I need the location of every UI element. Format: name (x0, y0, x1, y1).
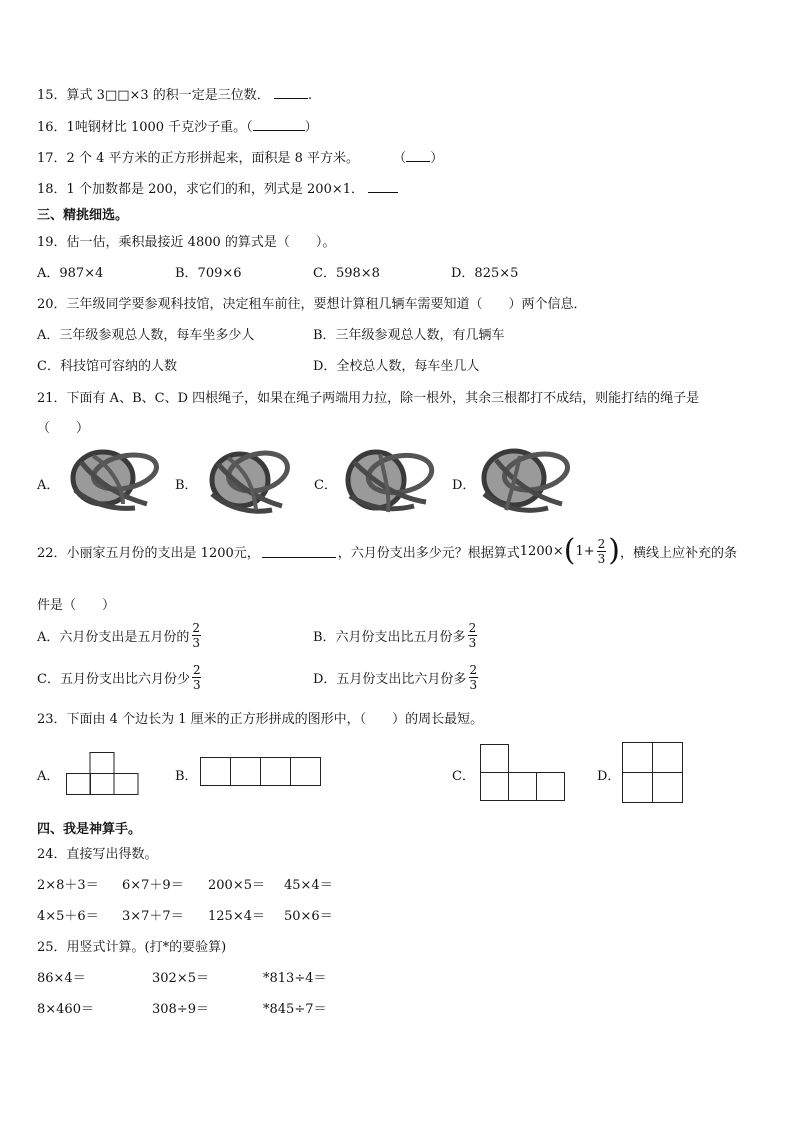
option-b-label[interactable]: B． (175, 478, 198, 493)
option-b[interactable] (313, 622, 479, 649)
calc-item: 45×4＝ (284, 878, 333, 893)
fraction-numerator: 2 (469, 663, 478, 677)
fraction-numerator: 2 (192, 663, 201, 677)
fraction-numerator: 2 (192, 621, 201, 635)
answer-blank[interactable] (368, 180, 398, 193)
calc-item: 302×5＝ (152, 971, 209, 986)
rope-c-image[interactable] (340, 444, 436, 518)
fraction (191, 622, 201, 649)
question-24-stem: 24．直接写出得数。 (37, 847, 158, 862)
calc-item: 6×7＋9＝ (122, 878, 184, 893)
calc-item: 50×6＝ (284, 909, 333, 924)
question-15-tail: . (307, 88, 313, 103)
question-22-stem-c: ，横线上应补充的条 (620, 545, 738, 561)
option-d-label[interactable]: D． (452, 478, 476, 493)
question-15 (37, 84, 312, 103)
option-d-label[interactable]: D． (597, 769, 621, 784)
question-21-stem: 21．下面有 A、B、C、D 四根绳子，如果在绳子两端用力拉，除一根外，其余三根都打不成结，则能打结的绳子是 (37, 391, 700, 406)
calc-item: 2×8＋3＝ (37, 878, 99, 893)
option-a-text: A．六月份支出是五月份的 (37, 630, 190, 645)
formula-part: 1+ (575, 543, 595, 559)
calc-item: *845÷7＝ (263, 1002, 327, 1017)
option-c[interactable]: C．科技馆可容纳的人数 (37, 359, 177, 374)
answer-blank[interactable] (274, 86, 308, 99)
fraction-numerator: 2 (468, 621, 477, 635)
paren-close: ） (430, 151, 444, 166)
question-15-text: 15．算式 3□□×3 的积一定是三位数． (37, 88, 270, 103)
paren-open: （ (393, 151, 407, 166)
fraction-numerator: 2 (597, 536, 606, 551)
question-16-tail: ） (304, 120, 318, 135)
paren-right: ) (608, 533, 621, 568)
option-c[interactable]: C．598×8 (313, 266, 380, 281)
answer-blank[interactable] (406, 149, 430, 162)
question-16-text: 16．1吨钢材比 1000 千克沙子重。（ (37, 120, 253, 135)
fraction (468, 664, 478, 691)
fraction-denominator: 3 (192, 636, 201, 650)
calc-item: *813÷4＝ (263, 971, 327, 986)
rope-b-image[interactable] (202, 444, 292, 518)
question-22-stem-d: 件是（ ） (37, 598, 116, 613)
rope-a-image[interactable] (63, 444, 161, 518)
fraction (192, 664, 202, 691)
option-c-label[interactable]: C． (452, 769, 475, 784)
option-b-label[interactable]: B． (175, 769, 198, 784)
fraction-denominator: 3 (597, 551, 606, 566)
question-25-stem: 25．用竖式计算。(打*的要验算) (37, 940, 227, 955)
option-b[interactable]: B．709×6 (175, 266, 242, 281)
question-17 (37, 147, 443, 166)
question-22-stem (37, 533, 738, 568)
question-22-stem-b: ，六月份支出多少元？根据算式 (337, 545, 520, 561)
option-a-label[interactable]: A． (37, 769, 60, 784)
calc-item: 200×5＝ (208, 878, 265, 893)
option-a-label[interactable]: A． (37, 478, 60, 493)
calc-item: 4×5＋6＝ (37, 909, 99, 924)
paren-left: ( (563, 533, 576, 568)
calc-item: 125×4＝ (208, 909, 265, 924)
fraction-denominator: 3 (192, 678, 201, 692)
fraction (468, 622, 478, 649)
option-b-text: B．六月份支出比五月份多 (313, 630, 466, 645)
option-c-label[interactable]: C． (314, 478, 337, 493)
calc-item: 86×4＝ (37, 971, 86, 986)
fraction-denominator: 3 (468, 636, 477, 650)
shape-a-figure[interactable] (66, 752, 140, 796)
calc-item: 308÷9＝ (152, 1002, 209, 1017)
option-b[interactable]: B．三年级参观总人数，有几辆车 (313, 328, 505, 343)
option-d[interactable]: D．825×5 (451, 266, 519, 281)
formula-part: 1200× (519, 543, 564, 559)
option-d-text: D．五月份支出比六月份多 (313, 672, 467, 687)
question-22-stem-a: 22．小丽家五月份的支出是 1200元， (37, 545, 260, 561)
question-19-stem: 19．估一估，乘积最接近 4800 的算式是（ ）。 (37, 235, 336, 250)
shape-d-figure[interactable] (622, 742, 684, 804)
calc-item: 8×460＝ (37, 1002, 94, 1017)
option-c-text: C．五月份支出比六月份少 (37, 672, 190, 687)
answer-blank[interactable] (262, 545, 336, 558)
answer-paren: （ ） (37, 421, 90, 436)
rope-d-image[interactable] (476, 444, 572, 518)
answer-blank[interactable] (253, 118, 305, 131)
option-d[interactable] (313, 664, 480, 691)
option-c[interactable] (37, 664, 204, 691)
question-18-text: 18．1 个加数都是 200，求它们的和，列式是 200×1． (37, 182, 364, 197)
option-a[interactable]: A．987×4 (37, 266, 104, 281)
fraction-denominator: 3 (469, 678, 478, 692)
question-23-stem: 23．下面由 4 个边长为 1 厘米的正方形拼成的图形中，（ ）的周长最短。 (37, 712, 484, 727)
question-17-text: 17．2 个 4 平方米的正方形拼起来，面积是 8 平方米。 (37, 151, 360, 166)
option-a[interactable] (37, 622, 203, 649)
calc-item: 3×7＋7＝ (122, 909, 184, 924)
option-a[interactable]: A．三年级参观总人数，每车坐多少人 (37, 328, 255, 343)
section-title: 四、我是神算手。 (37, 822, 142, 837)
question-18 (37, 178, 398, 197)
question-20-stem: 20．三年级同学要参观科技馆，决定租车前往，要想计算租几辆车需要知道（ ）两个信息． (37, 297, 587, 312)
fraction (597, 538, 607, 565)
option-d[interactable]: D．全校总人数，每车坐几人 (313, 359, 480, 374)
question-16 (37, 116, 318, 135)
section-title: 三、精挑细选。 (37, 208, 129, 223)
shape-b-figure[interactable] (200, 757, 322, 787)
shape-c-figure[interactable] (480, 744, 566, 802)
